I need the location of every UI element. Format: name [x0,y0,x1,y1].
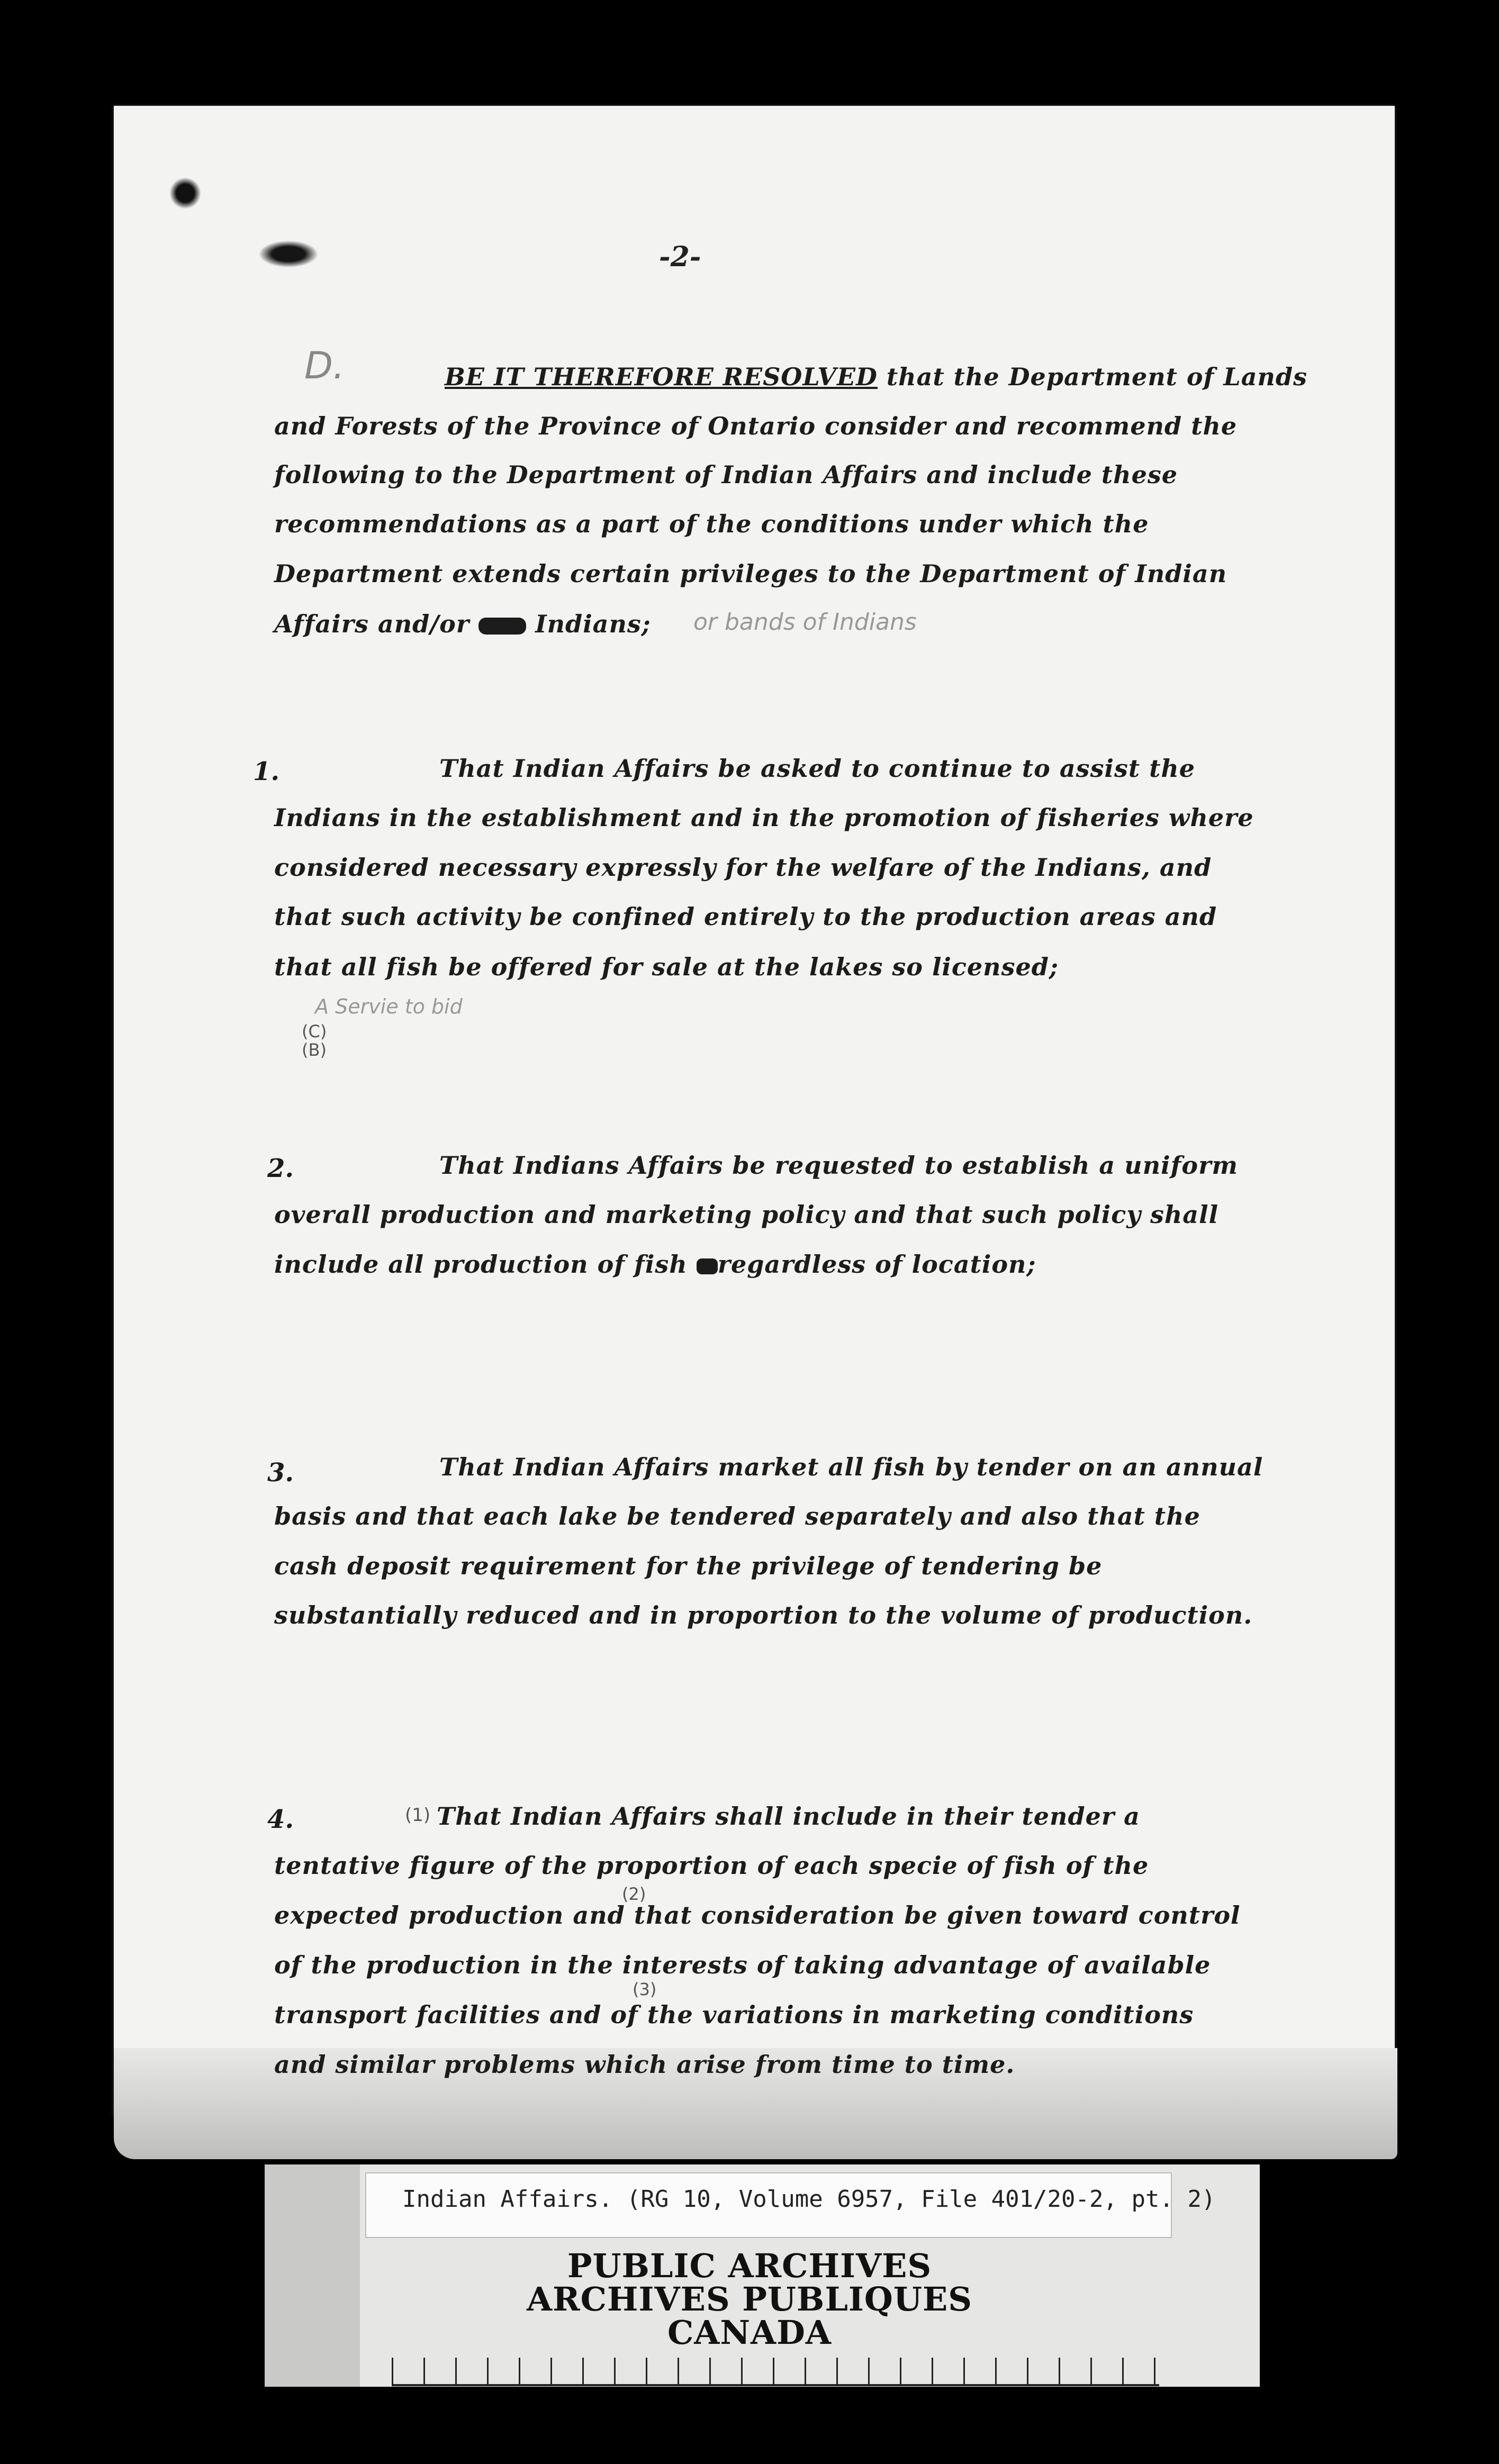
handwritten-annotation: A Servie to bid [315,995,463,1018]
item-line: considered necessary expressly for the welfare of the Indians, and [274,853,1212,882]
archive-stamp-line: PUBLIC ARCHIVES [567,2246,932,2285]
intro-line: recommendations as a part of the conditions under which the [274,510,1149,538]
item-line: of the production in the interests of taking advantage of available [274,1951,1211,1979]
item-number: 1. [253,757,280,786]
archive-stamp-line: ARCHIVES PUBLIQUES [526,2280,973,2318]
item-line: basis and that each lake be tendered separately and also that the [274,1502,1200,1530]
item-line: that such activity be confined entirely to the production areas and [274,902,1217,931]
item-line: That Indian Affairs shall include in their tender a [437,1802,1140,1831]
item-line-text: include all production of fish [274,1250,688,1279]
margin-mark: D. [304,344,345,387]
handwritten-annotation: (C) [302,1021,327,1041]
handwritten-insert: or bands of Indians [693,609,917,636]
resolved-heading: BE IT THEREFORE RESOLVED [445,363,878,391]
intro-line [445,363,1307,391]
item-line: That Indian Affairs market all fish by tender on an annual [439,1453,1263,1481]
intro-line-text: Affairs and/or [274,610,470,638]
item-line: and similar problems which arise from time to time. [274,2050,1015,2079]
intro-line [274,610,651,638]
page-number: -2- [659,241,701,273]
item-number: 2. [267,1154,294,1183]
handwritten-marker: (2) [622,1884,646,1904]
item-line: Indians in the establishment and in the promotion of fisheries where [274,803,1254,832]
item-number: 3. [267,1458,294,1488]
ink-blot [697,1258,718,1274]
intro-line: and Forests of the Province of Ontario consider and recommend the [274,412,1238,440]
item-line: expected production and that consideration be given toward control [274,1901,1241,1929]
intro-line: following to the Department of Indian Affairs and include these [274,460,1178,489]
item-line: That Indians Affairs be requested to establish a uniform [439,1151,1238,1180]
archive-stamp-line: CANADA [667,2313,832,2352]
item-line: That Indian Affairs be asked to continue to assist the [439,754,1196,783]
intro-line: Department extends certain privileges to the Department of Indian [274,559,1227,588]
item-number: 4. [267,1805,294,1834]
ink-blot [478,618,526,635]
handwritten-marker: (1) [405,1805,431,1826]
intro-line-text: Indians; [535,610,651,638]
item-line: that all fish be offered for sale at the lakes so licensed; [274,953,1059,981]
handwritten-annotation: (B) [302,1040,327,1060]
handwritten-marker: (3) [633,1979,657,1999]
scale-ruler [392,2358,1159,2386]
item-line [274,1250,1036,1279]
item-line-text: regardless of location; [717,1250,1036,1279]
ink-smudge [259,241,318,267]
item-line: overall production and marketing policy and that such policy shall [274,1200,1219,1229]
item-line: substantially reduced and in proportion to the volume of production. [274,1601,1253,1629]
item-line: cash deposit requirement for the privilege of tendering be [274,1552,1103,1580]
intro-line-text: that the Department of Lands [877,363,1308,391]
archive-reference: Indian Affairs. (RG 10, Volume 6957, File 401/20-2, pt. 2) [402,2186,1216,2213]
item-line: tentative figure of the proportion of each specie of fish of the [274,1851,1149,1880]
item-line: transport facilities and of the variations in marketing conditions [274,2000,1194,2029]
ink-smudge [169,177,201,209]
